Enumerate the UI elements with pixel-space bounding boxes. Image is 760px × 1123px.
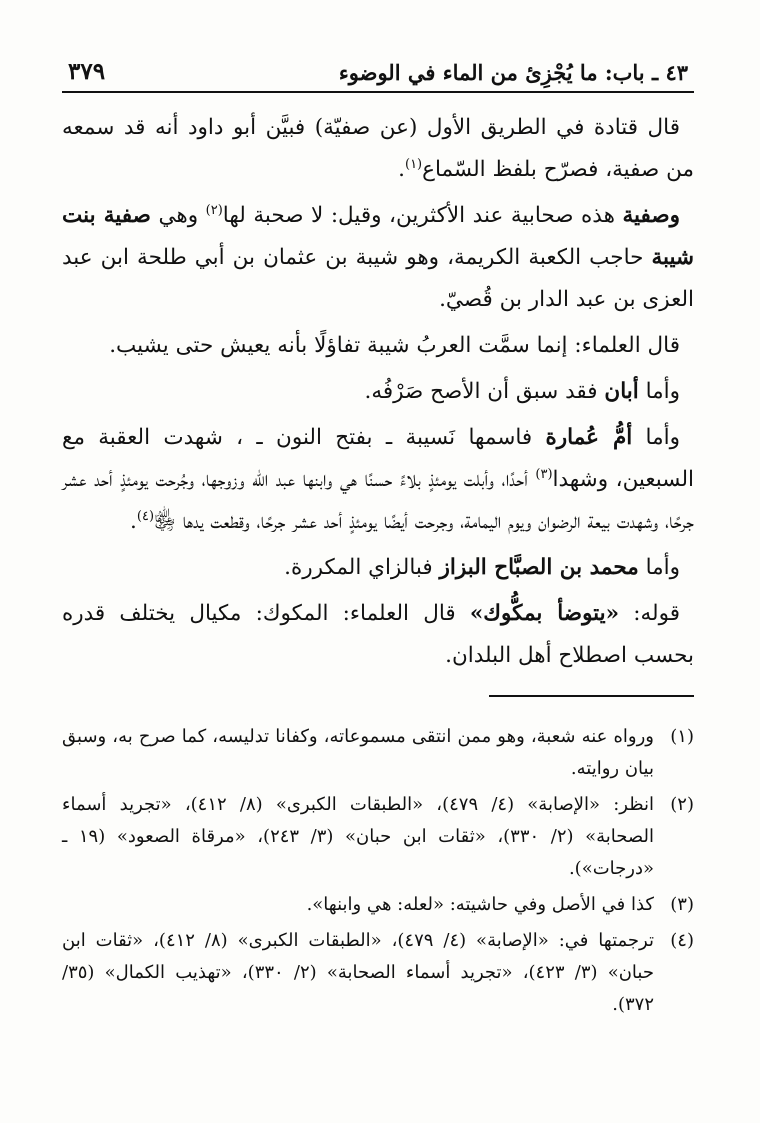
bold-term: محمد بن الصبَّاح البزاز xyxy=(439,555,639,580)
text-run: فبالزاي المكررة. xyxy=(284,555,440,580)
footnote-text: انظر: «الإصابة» (٤/ ٤٧٩)، «الطبقات الكبرى» (٨/ ٤١٢)، «تجريد أسماء الصحابة» (٢/ ٣٣٠)، «ثقات ابن حبان» (٣/ ٢٤٣)، «مرقاة الصعود» (١٩ ـ «درجات»). xyxy=(62,794,654,879)
text-run: وأما xyxy=(638,555,680,580)
text-run: . xyxy=(130,509,137,534)
text-run: وأما xyxy=(632,425,680,450)
bold-term: وصفية xyxy=(622,203,680,228)
main-text xyxy=(62,107,694,677)
text-run: أحدًا، وأبلت يومئذٍ بلاءً حسنًا هي وابنها عبد الله وزوجها، وجُرحت يومئذٍ أحد عشر جرحًا، وشهدت بيعة الرضوان ويوم اليمامة، وجرحت أيضًا يومئذٍ أحد عشر جرحًا، وقطعت يدها ﵂ xyxy=(62,467,694,534)
paragraph-p6 xyxy=(62,547,694,589)
text-run: وهي xyxy=(150,203,206,228)
footnote-number: (١) xyxy=(670,726,694,747)
footnote-text: ورواه عنه شعبة، وهو ممن انتقى مسموعاته، وكفانا تدليسه، كما صرح به، وسبق بيان روايته. xyxy=(62,726,654,779)
footnote-item xyxy=(62,925,694,1021)
footnote-item xyxy=(62,721,694,785)
text-run: . xyxy=(398,157,405,182)
text-run: قال قتادة في الطريق الأول (عن صفيّة) فبيَّن أبو داود أنه قد سمعه من صفية، فصرّح بلفظ السّماع xyxy=(62,115,694,182)
paragraph-p2 xyxy=(62,195,694,321)
bold-term: أمُّ عُمارة xyxy=(545,425,633,450)
paragraph-p1 xyxy=(62,107,694,191)
footnote-number: (٢) xyxy=(670,794,694,815)
page-number: ٣٧٩ xyxy=(68,58,106,85)
bold-term: «يتوضأ بمكُّوك» xyxy=(469,601,620,626)
footnote-separator xyxy=(489,695,694,697)
footnote-ref[interactable]: (٢) xyxy=(205,202,223,218)
text-run: قوله: xyxy=(619,601,680,626)
running-header xyxy=(62,58,694,93)
bold-term: أبان xyxy=(604,379,639,404)
footnote-text: كذا في الأصل وفي حاشيته: «لعله: هي وابنها». xyxy=(306,894,654,915)
footnote-number: (٤) xyxy=(670,930,694,951)
paragraph-p4 xyxy=(62,371,694,413)
paragraph-p3 xyxy=(62,325,694,367)
chapter-title: ٤٣ ـ باب: ما يُجْزِئ من الماء في الوضوء xyxy=(338,60,688,85)
text-run: وأما xyxy=(638,379,680,404)
footnote-ref[interactable]: (١) xyxy=(404,156,423,172)
bold-term: صفية بنت شيبة xyxy=(62,203,694,270)
text-run: حاجب الكعبة الكريمة، وهو شيبة بن عثمان بن أبي طلحة ابن عبد العزى بن عبد الدار بن قُصيّ. xyxy=(62,245,694,312)
footnote-text: ترجمتها في: «الإصابة» (٤/ ٤٧٩)، «الطبقات الكبرى» (٨/ ٤١٢)، «ثقات ابن حبان» (٣/ ٤٢٣)، «تجريد أسماء الصحابة» (٢/ ٣٣٠)، «تهذيب الكمال» (٣٥/ ٣٧٢). xyxy=(62,930,654,1015)
text-run: فاسمها نَسيبة ـ بفتح النون ـ ، شهدت العقبة مع السبعين، وشهدا xyxy=(62,425,694,492)
text-run: قال العلماء: إنما سمَّت العربُ شيبة تفاؤلًا بأنه يعيش حتى يشيب. xyxy=(109,333,680,358)
footnote-ref[interactable]: (٤) xyxy=(136,508,155,524)
footnote-ref[interactable]: (٣) xyxy=(535,466,553,482)
footnotes xyxy=(62,721,694,1021)
paragraph-p7 xyxy=(62,593,694,677)
text-run: فقد سبق أن الأصح صَرْفُه. xyxy=(364,379,605,404)
text-run: هذه صحابية عند الأكثرين، وقيل: لا صحبة لها xyxy=(222,203,623,228)
footnote-item xyxy=(62,889,694,921)
footnote-item xyxy=(62,789,694,885)
footnote-number: (٣) xyxy=(670,894,694,915)
text-run: قال العلماء: المكوك: مكيال يختلف قدره بحسب اصطلاح أهل البلدان. xyxy=(62,601,694,668)
paragraph-p5 xyxy=(62,417,694,543)
